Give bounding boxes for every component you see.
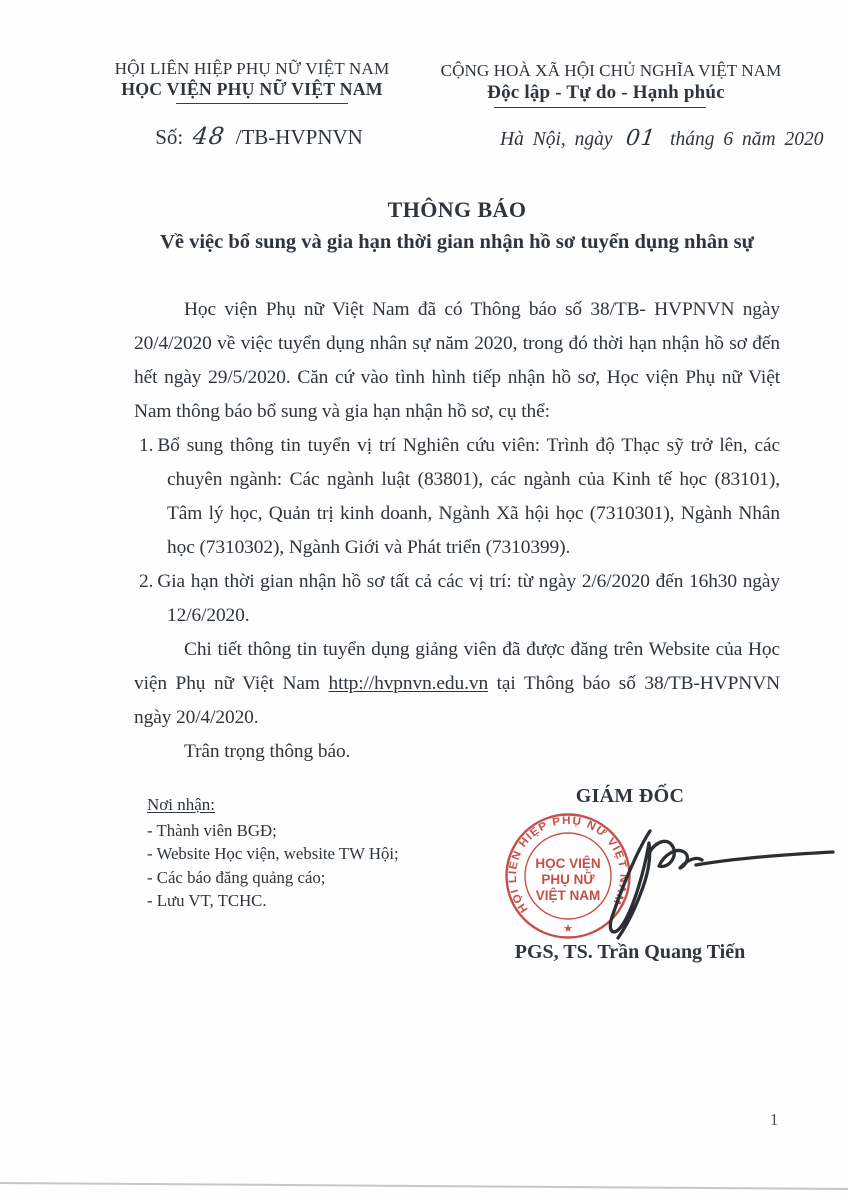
list-item-1-number: 1. <box>139 435 154 456</box>
place-and-date <box>500 126 824 151</box>
title-block <box>134 196 780 256</box>
stamp-center-line3: VIỆT NAM <box>535 888 601 903</box>
org-parent-name: HỘI LIÊN HIỆP PHỤ NỮ VIỆT NAM <box>114 59 390 78</box>
national-motto: Độc lập - Tự do - Hạnh phúc <box>487 82 725 103</box>
list-item-1-text: Bổ sung thông tin tuyển vị trí Nghiên cứu viên: Trình độ Thạc sỹ trở lên, các chuyên ngành: Các ngành luật (83801), các ngành của Kinh tế học (83101), Tâm lý học, Quản trị kinh doanh, Ngành Xã hội học (7310301), Ngành Nhân học (7310302), Ngành Giới và Phát triển (7310399). <box>157 435 780 558</box>
signer-title: GIÁM ĐỐC <box>575 785 685 807</box>
scan-edge-artifact <box>0 1179 848 1193</box>
details-text-post: tại Thông báo số 38/TB-HVPNVN ngày 20/4/2020. <box>134 673 781 728</box>
stamp-center-line1: HỌC VIỆN <box>535 856 601 871</box>
signature-stroke <box>696 852 833 865</box>
place-date-suffix: tháng 6 năm 2020 <box>670 129 824 150</box>
star-icon: ★ <box>563 923 573 935</box>
page-number: 1 <box>770 1110 779 1129</box>
issuing-org-block <box>97 58 407 150</box>
document-number <box>97 122 407 150</box>
recipient-line: - Thành viên BGĐ; <box>147 820 277 840</box>
stamp-center-line2: PHỤ NỮ <box>541 872 595 887</box>
recipients-label: Nơi nhận: <box>147 795 216 814</box>
signature <box>550 815 840 950</box>
signer-name: PGS, TS. Trần Quang Tiến <box>514 941 746 963</box>
document-number-label: Số: <box>155 125 184 149</box>
motto-underline-rule <box>494 107 706 108</box>
details-paragraph <box>134 633 780 735</box>
org-underline-rule <box>176 103 348 104</box>
document-number-suffix: /TB-HVPNVN <box>235 125 363 149</box>
document-number-handwritten: 48 <box>191 122 228 150</box>
list-item-2-number: 2. <box>139 571 154 592</box>
stamp-arc-text: HỘI LIÊN HIỆP PHỤ NỮ VIỆT NAM <box>506 814 630 915</box>
details-text-pre: Chi tiết thông tin tuyển dụng giảng viên đã được đăng trên Website của Học viện Phụ nữ Việt Nam <box>134 639 780 694</box>
place-date-prefix: Hà Nội, ngày <box>500 129 613 150</box>
list-item-1 <box>134 429 780 565</box>
document-subtitle: Về việc bổ sung và gia hạn thời gian nhận hồ sơ tuyển dụng nhân sự <box>160 231 754 253</box>
org-name: HỌC VIỆN PHỤ NỮ VIỆT NAM <box>121 79 383 99</box>
recipient-line: - Website Học viện, website TW Hội; <box>147 844 399 863</box>
signature-stroke <box>649 841 702 868</box>
list-item-2-text: Gia hạn thời gian nhận hồ sơ tất cả các vị trí: từ ngày 2/6/2020 đến 16h30 ngày 12/6/2020. <box>157 571 780 626</box>
document-header <box>0 58 848 168</box>
date-day-handwritten: 01 <box>624 126 658 151</box>
document-body <box>134 293 780 769</box>
national-title: CỘNG HOÀ XÃ HỘI CHỦ NGHĨA VIỆT NAM <box>440 61 782 80</box>
recipients-block <box>147 793 399 913</box>
signature-stroke <box>610 831 650 938</box>
website-url-text: http://hvpnvn.edu.vn <box>328 673 489 694</box>
national-header-block <box>436 60 824 151</box>
document-title: THÔNG BÁO <box>387 197 527 222</box>
recipient-line: - Lưu VT, TCHC. <box>147 891 267 910</box>
recipient-line: - Các báo đăng quảng cáo; <box>147 867 326 887</box>
intro-paragraph: Học viện Phụ nữ Việt Nam đã có Thông báo số 38/TB- HVPNVN ngày 20/4/2020 về việc tuyển dụng nhân sự năm 2020, trong đó thời hạn nhận hồ sơ đến hết ngày 29/5/2020. Căn cứ vào tình hình tiếp nhận hồ sơ, Học viện Phụ nữ Việt Nam thông báo bổ sung và gia hạn nhận hồ sơ, cụ thể: <box>134 299 780 422</box>
list-item-2 <box>134 565 780 633</box>
closing-line: Trân trọng thông báo. <box>184 741 351 762</box>
